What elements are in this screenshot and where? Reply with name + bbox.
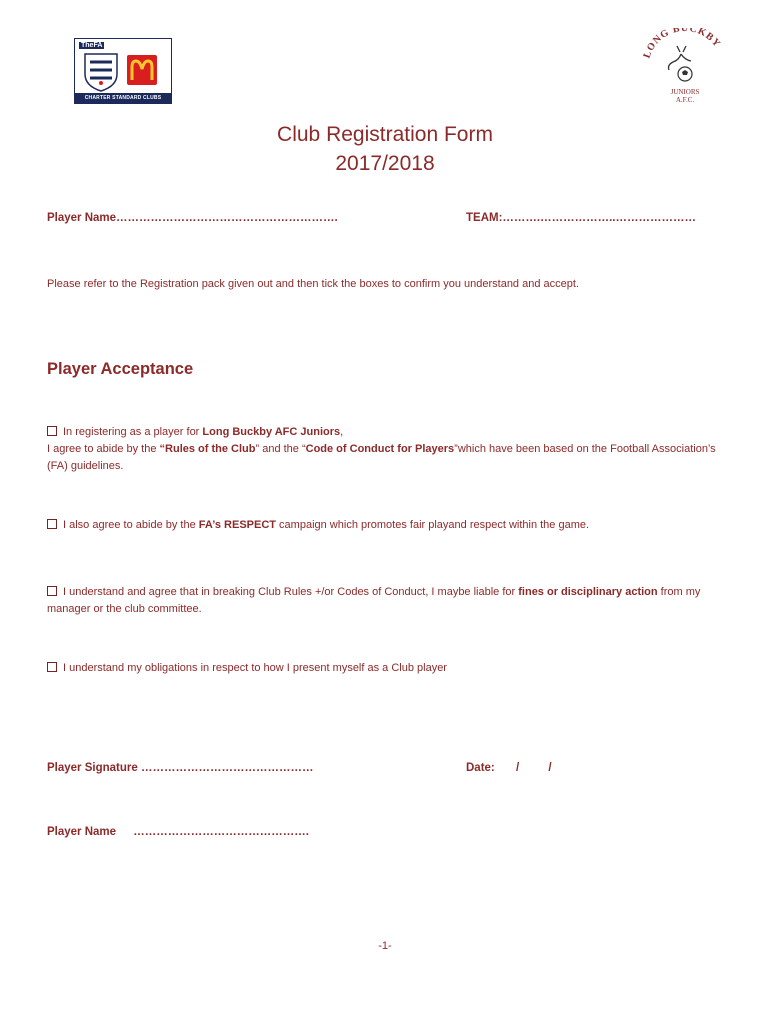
- checkbox-respect[interactable]: [47, 519, 57, 529]
- checkbox-discipline[interactable]: [47, 586, 57, 596]
- item-bold-text: FA’s RESPECT: [198, 519, 276, 531]
- page-number: -1-: [378, 940, 392, 952]
- item-text: ”which have been based on the Football Association’s (FA) guidelines.: [47, 443, 716, 472]
- date-separator: /: [548, 762, 552, 774]
- player-signature-field[interactable]: Player Signature ………………………………………: [47, 762, 314, 774]
- crest-arc-text: LONG BUCKBY: [641, 28, 723, 60]
- item-text: In registering as a player for: [63, 426, 203, 438]
- section-heading: Player Acceptance: [47, 360, 194, 378]
- acceptance-item-obligations: [47, 660, 727, 677]
- charter-standard-footer: CHARTER STANDARD CLUBS: [75, 93, 171, 103]
- checkbox-obligations[interactable]: [47, 662, 57, 672]
- form-title-line1: Club Registration Form: [277, 123, 493, 146]
- item-bold-text: “Rules of the Club: [159, 443, 256, 455]
- crest-afc-text: A.F.C.: [675, 96, 695, 104]
- item-text: ,: [340, 426, 344, 438]
- item-bold-text: Long Buckby AFC Juniors: [202, 426, 341, 438]
- crest-juniors-text: JUNIORS: [670, 88, 700, 96]
- item-text: ” and the “: [255, 443, 306, 455]
- mcdonalds-logo: [127, 55, 157, 85]
- acceptance-item-club-rules: [47, 424, 727, 475]
- acceptance-item-respect: [47, 517, 727, 534]
- form-title: [0, 120, 770, 178]
- date-label: Date:: [466, 762, 495, 774]
- team-field[interactable]: TEAM:……….………………..…………………: [466, 212, 696, 224]
- player-name-bottom-dots: ……………………………………….: [133, 826, 309, 838]
- crest-deer-football-icon: [640, 28, 730, 88]
- item-bold-text: fines or disciplinary action: [518, 586, 658, 598]
- acceptance-item-discipline: [47, 584, 727, 618]
- player-name-bottom-field[interactable]: [47, 826, 309, 838]
- golden-arches-icon: [127, 55, 157, 85]
- instructions-text: Please refer to the Registration pack given out and then tick the boxes to confirm you understand and accept.: [47, 278, 579, 290]
- item-text: from my manager or the club committee.: [47, 586, 701, 615]
- item-text: I also agree to abide by the: [63, 519, 199, 531]
- item-text: I agree to abide by the: [47, 443, 160, 455]
- three-lions-shield-icon: [81, 52, 121, 92]
- item-bold-text: Code of Conduct for Players: [305, 443, 455, 455]
- item-text: campaign which promotes fair playand respect within the game.: [276, 519, 590, 531]
- item-text: I understand and agree that in breaking Club Rules +/or Codes of Conduct, I maybe liable for: [63, 586, 519, 598]
- fa-logo-text: TheFA: [81, 42, 103, 49]
- checkbox-club-rules[interactable]: [47, 426, 57, 436]
- date-field[interactable]: [466, 762, 552, 774]
- long-buckby-crest: [640, 28, 730, 110]
- player-name-field[interactable]: Player Name………………………………………………….: [47, 212, 338, 224]
- fa-charter-standard-logo: [74, 38, 172, 104]
- form-title-season: 2017/2018: [335, 152, 435, 175]
- player-name-bottom-label: Player Name: [47, 826, 117, 838]
- item-text: I understand my obligations in respect to how I present myself as a Club player: [63, 662, 447, 674]
- date-separator: /: [515, 762, 520, 774]
